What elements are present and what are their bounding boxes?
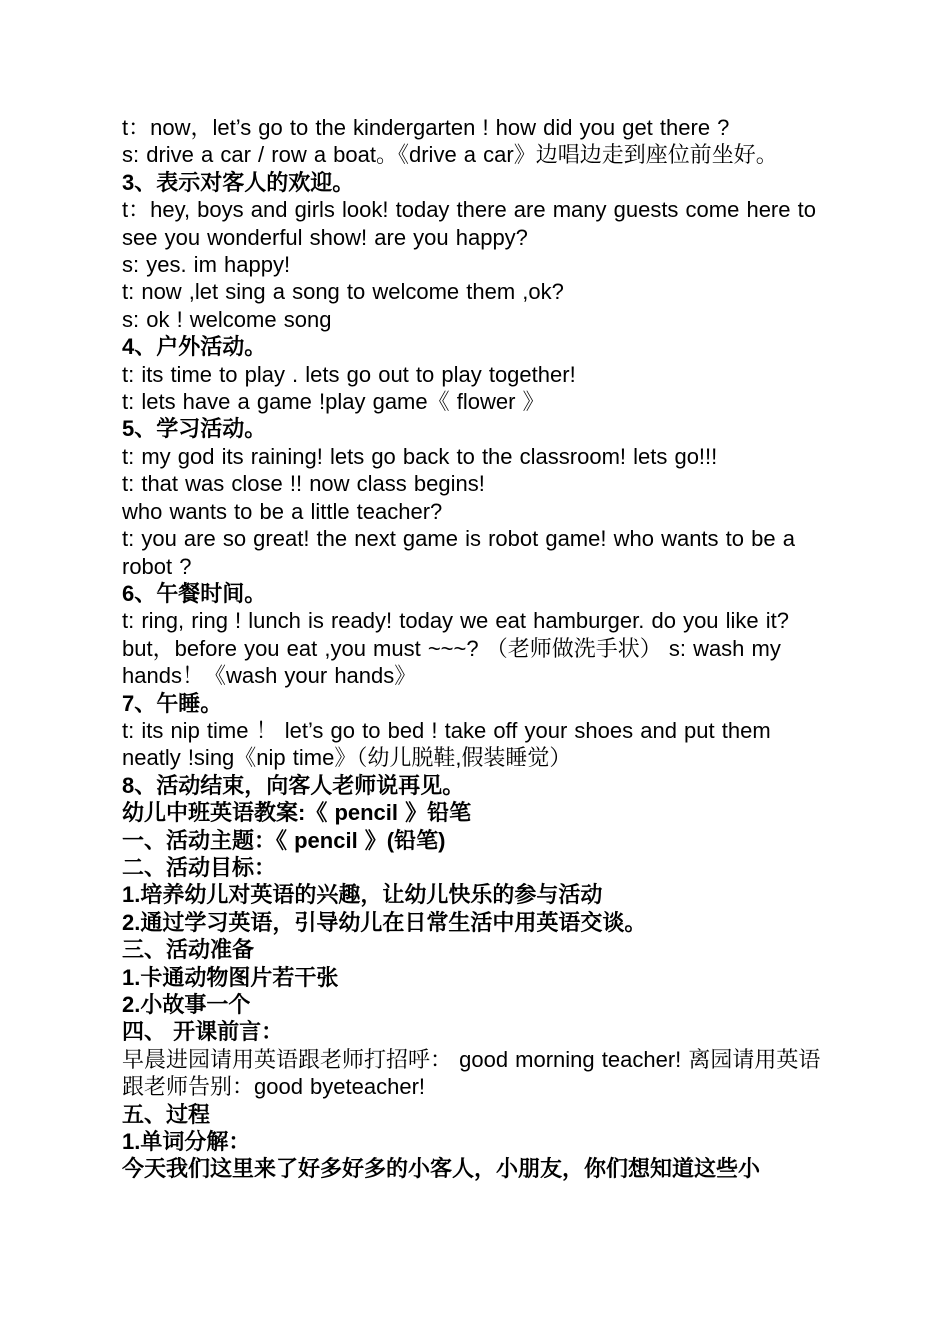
text-line-15: t: you are so great! the next game is robot game! who wants to be a robot ? — [122, 526, 795, 579]
text-line-13: t: that was close !! now class begins! — [122, 471, 485, 497]
text-line-7: s: ok ! welcome song — [122, 306, 332, 332]
section-heading-6: 6、午餐时间。 — [122, 580, 267, 606]
process-step-1: 1.单词分解： — [122, 1129, 251, 1155]
text-line-10: t: lets have a game !play game《 flower 》 — [122, 389, 545, 415]
activity-goals-heading: 二、活动目标： — [122, 854, 277, 880]
text-line-14: who wants to be a little teacher? — [122, 498, 443, 524]
text-line-6: t: now ,let sing a song to welcome them ,ok? — [122, 279, 564, 305]
process-heading: 五、过程 — [122, 1101, 211, 1127]
text-line-19: t: its nip time ！ let’s go to bed ! take off your shoes and put them neatly !sing《nip time》（幼儿脱鞋,假装睡觉） — [122, 717, 771, 771]
preface-text: 早晨进园请用英语跟老师打招呼： good morning teacher! 离园请用英语跟老师告别：good byeteacher! — [122, 1046, 821, 1100]
text-line-12: t: my god its raining! lets go back to the classroom! lets go!!! — [122, 443, 718, 469]
section-heading-3: 3、表示对客人的欢迎。 — [122, 169, 355, 195]
section-heading-8: 8、活动结束，向客人老师说再见。 — [122, 772, 465, 798]
goal-item-1: 1.培养幼儿对英语的兴趣，让幼儿快乐的参与活动 — [122, 882, 603, 908]
section-heading-5: 5、学习活动。 — [122, 416, 267, 442]
text-line-5: s: yes. im happy! — [122, 252, 291, 278]
preparation-item-1: 1.卡通动物图片若干张 — [122, 964, 339, 990]
text-line-9: t: its time to play . lets go out to play together! — [122, 361, 576, 387]
preparation-heading: 三、活动准备 — [122, 937, 255, 963]
section-heading-7: 7、午睡。 — [122, 690, 223, 716]
text-line-1: t：now，let’s go to the kindergarten ! how did you get there ? — [122, 115, 730, 140]
activity-theme: 一、活动主题：《 pencil 》(铅笔) — [122, 827, 446, 853]
preface-heading: 四、 开课前言： — [122, 1019, 284, 1045]
text-line-2: s: drive a car / row a boat。《drive a car》边唱边走到座位前坐好。 — [122, 142, 778, 168]
section-heading-4: 4、户外活动。 — [122, 334, 267, 360]
text-line-17: t: ring, ring ! lunch is ready! today we eat hamburger. do you like it? but，before you eat ,you must ~~~? （老师做洗手状） s: wash my hands！《wash your hands》 — [122, 608, 790, 689]
text-line-4: t：hey, boys and girls look! today there are many guests come here to see you wonderful show! are you happy? — [122, 197, 816, 250]
process-text: 今天我们这里来了好多好多的小客人，小朋友，你们想知道这些小 — [122, 1156, 761, 1182]
preparation-item-2: 2.小故事一个 — [122, 992, 251, 1017]
document-page — [116, 114, 836, 1183]
goal-item-2: 2.通过学习英语，引导幼儿在日常生活中用英语交谈。 — [122, 909, 647, 935]
lesson-title: 幼儿中班英语教案:《 pencil 》铅笔 — [122, 800, 472, 826]
